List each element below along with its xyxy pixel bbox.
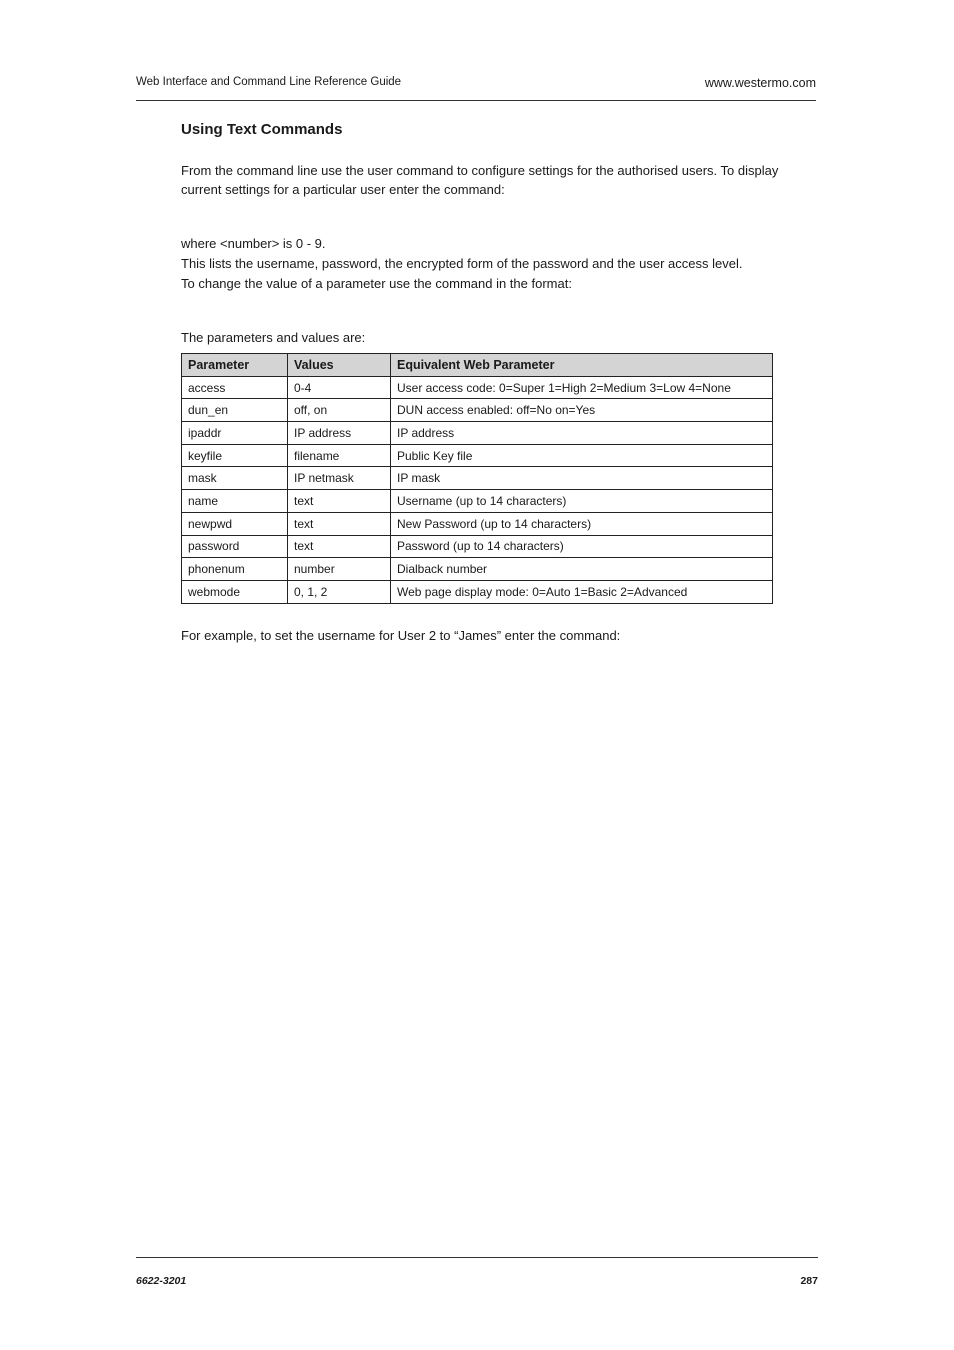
- values-cell: IP netmask: [288, 467, 391, 490]
- table-row: [182, 535, 773, 558]
- parameter-cell: webmode: [182, 580, 288, 603]
- page-header: [136, 76, 816, 101]
- page-number: 287: [800, 1275, 818, 1287]
- web-parameter-cell: IP address: [391, 422, 773, 445]
- example-paragraph: For example, to set the username for User 2 to “James” enter the command:: [181, 627, 621, 643]
- table-row: [182, 399, 773, 422]
- values-cell: filename: [288, 444, 391, 467]
- values-cell: off, on: [288, 399, 391, 422]
- document-number: 6622-3201: [136, 1275, 187, 1287]
- values-cell: 0-4: [288, 376, 391, 399]
- parameter-cell: ipaddr: [182, 422, 288, 445]
- table-row: [182, 467, 773, 490]
- web-parameter-cell: New Password (up to 14 characters): [391, 512, 773, 535]
- page-footer: [136, 1257, 818, 1287]
- parameter-cell: password: [182, 535, 288, 558]
- parameters-table: [181, 353, 773, 604]
- intro-paragraph: From the command line use the user command to configure settings for the authorised users. To display current settings for a particular user enter the command:: [181, 163, 779, 197]
- table-row: [182, 444, 773, 467]
- web-parameter-cell: Public Key file: [391, 444, 773, 467]
- web-parameter-cell: Dialback number: [391, 558, 773, 581]
- values-cell: text: [288, 512, 391, 535]
- column-header-values: Values: [288, 354, 391, 377]
- document-title: Web Interface and Command Line Reference Guide: [136, 76, 402, 88]
- lists-paragraph: This lists the username, password, the encrypted form of the password and the user access level.: [181, 256, 743, 271]
- table-row: [182, 376, 773, 399]
- section-heading: Using Text Commands: [181, 121, 343, 138]
- values-cell: text: [288, 490, 391, 513]
- column-header-web-parameter: Equivalent Web Parameter: [391, 354, 773, 377]
- values-cell: text: [288, 535, 391, 558]
- parameter-cell: name: [182, 490, 288, 513]
- web-parameter-cell: DUN access enabled: off=No on=Yes: [391, 399, 773, 422]
- values-cell: IP address: [288, 422, 391, 445]
- parameter-cell: access: [182, 376, 288, 399]
- where-paragraph: where <number> is 0 - 9.: [181, 236, 326, 251]
- values-cell: number: [288, 558, 391, 581]
- website-link[interactable]: www.westermo.com: [704, 76, 816, 90]
- parameter-cell: mask: [182, 467, 288, 490]
- web-parameter-cell: Username (up to 14 characters): [391, 490, 773, 513]
- params-intro-paragraph: The parameters and values are:: [181, 330, 366, 345]
- web-parameter-cell: IP mask: [391, 467, 773, 490]
- table-row: [182, 558, 773, 581]
- column-header-parameter: Parameter: [182, 354, 288, 377]
- web-parameter-cell: Web page display mode: 0=Auto 1=Basic 2=Advanced: [391, 580, 773, 603]
- web-parameter-cell: User access code: 0=Super 1=High 2=Medium 3=Low 4=None: [391, 376, 773, 399]
- table-row: [182, 490, 773, 513]
- change-paragraph: To change the value of a parameter use the command in the format:: [181, 276, 572, 291]
- table-row: [182, 580, 773, 603]
- table-header-row: [182, 354, 773, 377]
- parameter-cell: dun_en: [182, 399, 288, 422]
- values-cell: 0, 1, 2: [288, 580, 391, 603]
- parameter-cell: newpwd: [182, 512, 288, 535]
- parameter-cell: keyfile: [182, 444, 288, 467]
- table-row: [182, 422, 773, 445]
- web-parameter-cell: Password (up to 14 characters): [391, 535, 773, 558]
- parameter-cell: phonenum: [182, 558, 288, 581]
- table-row: [182, 512, 773, 535]
- main-content: [181, 120, 781, 645]
